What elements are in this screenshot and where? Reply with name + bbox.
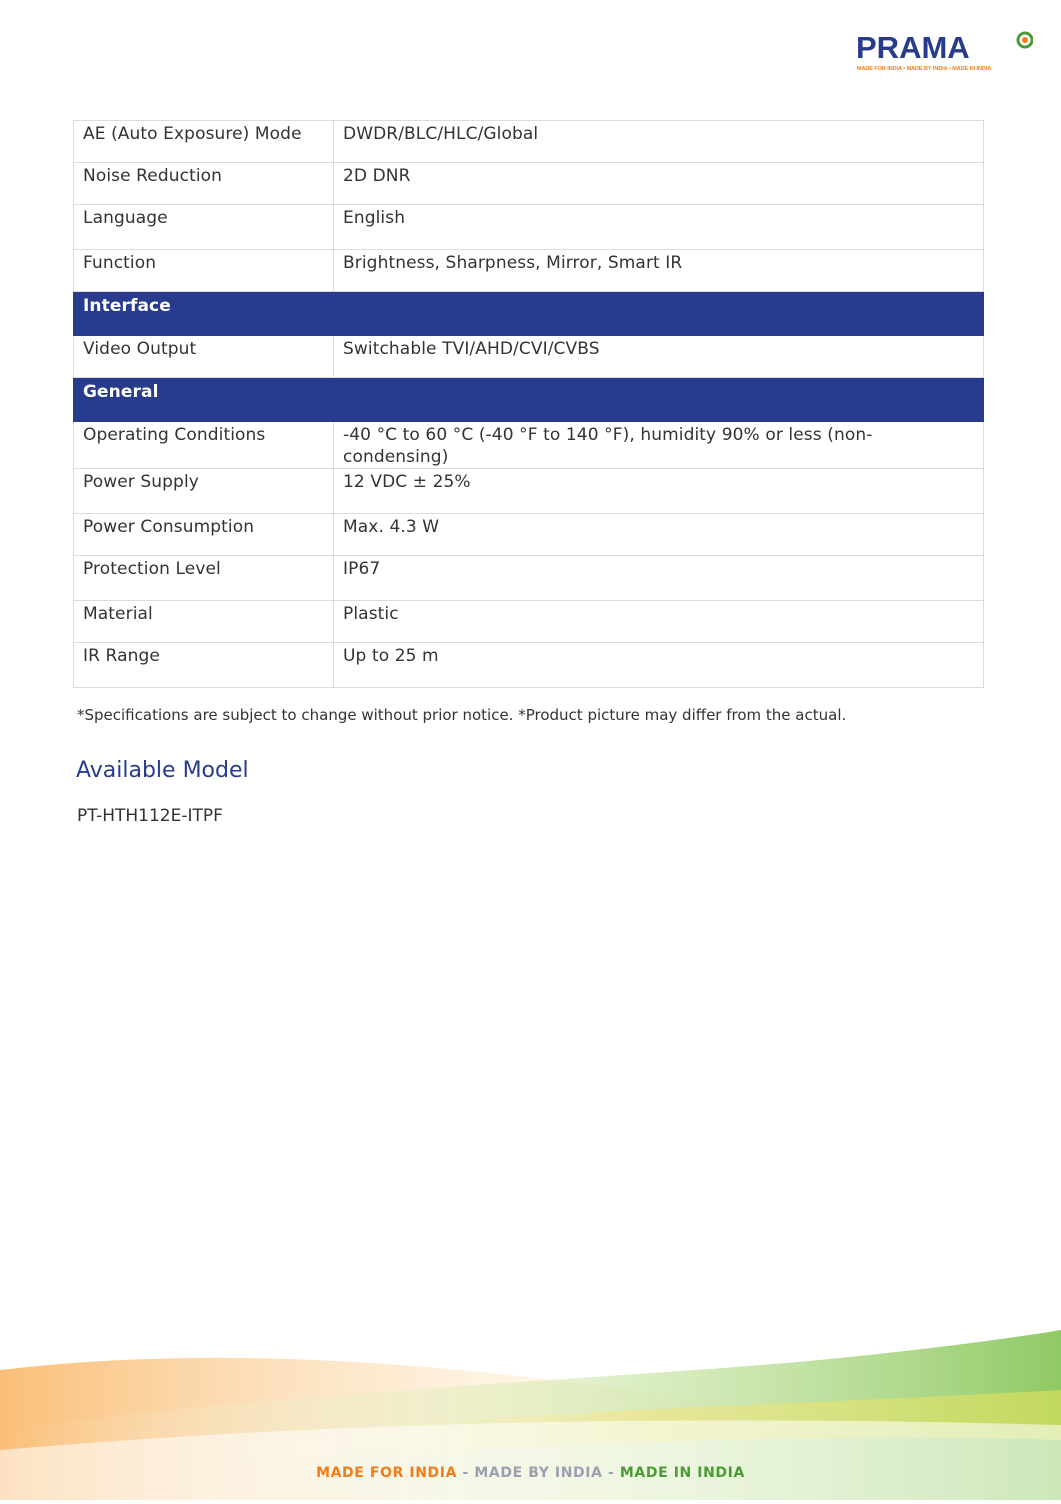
spec-label: Operating Conditions	[74, 422, 334, 469]
section-header-general	[74, 378, 984, 422]
spec-value: Up to 25 m	[334, 643, 984, 688]
spec-label: Power Supply	[74, 469, 334, 514]
spec-label: Protection Level	[74, 556, 334, 601]
logo-tagline: MADE FOR INDIA • MADE BY INDIA • MADE IN INDIA	[857, 66, 992, 72]
spec-label: AE (Auto Exposure) Mode	[74, 121, 334, 163]
available-model-heading: Available Model	[76, 758, 249, 783]
spec-value: Plastic	[334, 601, 984, 643]
spec-value: 12 VDC ± 25%	[334, 469, 984, 514]
footer-tagline	[0, 1465, 1061, 1481]
spec-label: Power Consumption	[74, 514, 334, 556]
spec-value: -40 °C to 60 °C (-40 °F to 140 °F), humidity 90% or less (non-condensing)	[334, 422, 984, 469]
table-row	[74, 250, 984, 292]
table-row	[74, 163, 984, 205]
spec-label: Video Output	[74, 336, 334, 378]
model-number: PT-HTH112E-ITPF	[77, 806, 223, 826]
table-row	[74, 336, 984, 378]
table-row	[74, 205, 984, 250]
specifications-table	[73, 120, 984, 688]
spec-value: Max. 4.3 W	[334, 514, 984, 556]
logo-wordmark: PRAMA	[856, 30, 970, 65]
table-row	[74, 556, 984, 601]
spec-value: IP67	[334, 556, 984, 601]
section-header-interface	[74, 292, 984, 336]
section-heading: Interface	[74, 292, 984, 336]
table-row	[74, 601, 984, 643]
spec-label: Function	[74, 250, 334, 292]
spec-value: 2D DNR	[334, 163, 984, 205]
table-row	[74, 422, 984, 469]
disclaimer-note: *Specifications are subject to change without prior notice. *Product picture may differ from the actual.	[77, 706, 847, 724]
table-row	[74, 643, 984, 688]
table-row	[74, 514, 984, 556]
table-row	[74, 469, 984, 514]
tagline-made-by-india: MADE BY INDIA	[474, 1465, 603, 1481]
spec-value: Brightness, Sharpness, Mirror, Smart IR	[334, 250, 984, 292]
tagline-made-for-india: MADE FOR INDIA	[316, 1465, 458, 1481]
spec-label: Material	[74, 601, 334, 643]
tagline-separator: -	[602, 1465, 620, 1481]
prama-logo	[853, 26, 1033, 76]
tagline-separator: -	[457, 1465, 475, 1481]
spec-label: Noise Reduction	[74, 163, 334, 205]
spec-value: Switchable TVI/AHD/CVI/CVBS	[334, 336, 984, 378]
spec-value: English	[334, 205, 984, 250]
spec-label: IR Range	[74, 643, 334, 688]
spec-label: Language	[74, 205, 334, 250]
spec-value: DWDR/BLC/HLC/Global	[334, 121, 984, 163]
table-row	[74, 121, 984, 163]
section-heading: General	[74, 378, 984, 422]
tagline-made-in-india: MADE IN INDIA	[619, 1465, 745, 1481]
